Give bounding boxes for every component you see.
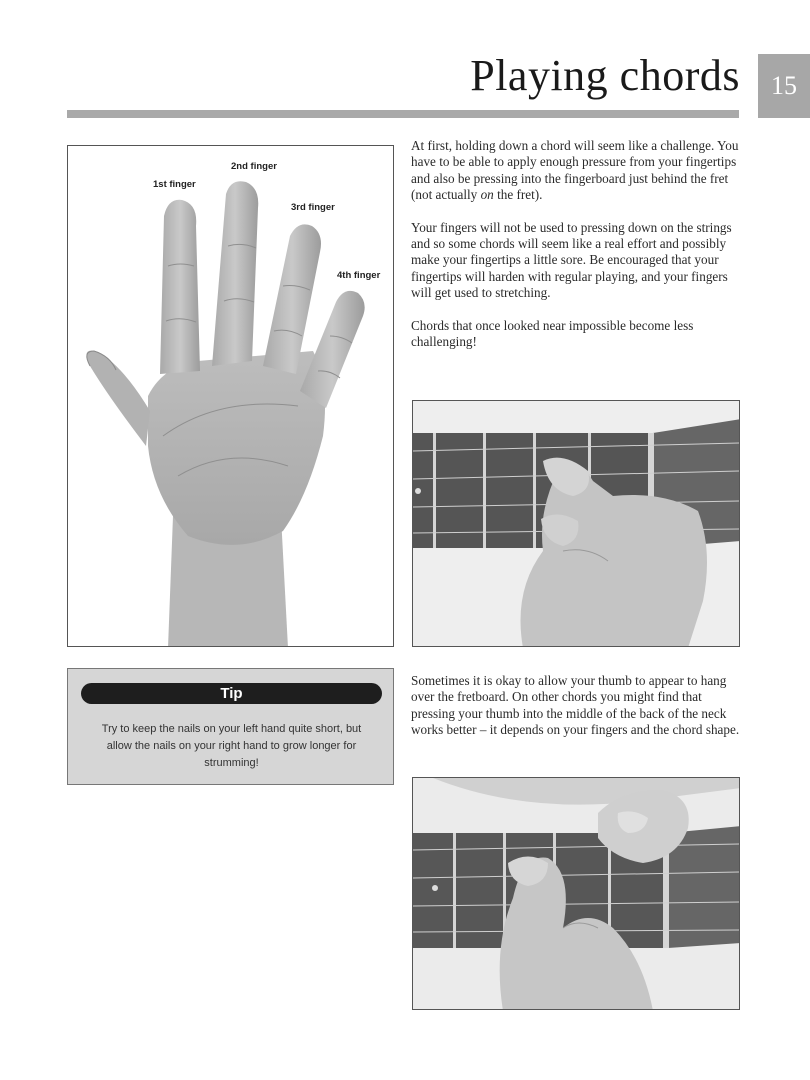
tip-text: Try to keep the nails on your left hand quite short, but allow the nails on your right hand to grow longer for strumming! bbox=[101, 723, 362, 769]
paragraph-4: Sometimes it is okay to allow your thumb to appear to hang over the fretboard. On other chords you might find that pressing your thumb into the middle of the back of the neck works better – it depends on your fingers and the chord shape. bbox=[411, 673, 740, 738]
paragraph-1-part-a: At first, holding down a chord will seem like a challenge. You have to be able to apply enough pressure from your fingertips and also be pressing into the fingerboard just behind the fret bbox=[411, 138, 739, 186]
paragraph-1 bbox=[411, 138, 741, 204]
chord-photo-1 bbox=[412, 400, 740, 647]
label-4th-finger: 4th finger bbox=[337, 270, 381, 281]
paragraph-3: Chords that once looked near impossible become less challenging! bbox=[411, 317, 694, 350]
chord-photo-2 bbox=[412, 777, 740, 1010]
page-number-tab bbox=[758, 54, 810, 118]
paragraph-2: Your fingers will not be used to pressing down on the strings and so some chords will seem like a real effort and possibly make your fingertips a little sore. Be encouraged that your fingertips will harden with regular playing, and your fingers will get used to stretching. bbox=[411, 219, 732, 301]
header-rule bbox=[67, 110, 739, 118]
paragraph-1-emphasis: on bbox=[480, 187, 494, 203]
label-1st-finger: 1st finger bbox=[153, 179, 196, 190]
paragraph-1-part-b: (not actually bbox=[411, 187, 481, 203]
tip-header bbox=[81, 683, 382, 704]
paragraph-1-part-c: the fret). bbox=[493, 187, 543, 203]
body-text-top bbox=[411, 138, 741, 366]
chord-photo-1-image bbox=[413, 401, 740, 647]
body-text-bottom bbox=[411, 673, 741, 755]
chord-photo-2-image bbox=[413, 778, 740, 1010]
tip-title: Tip bbox=[220, 685, 243, 702]
hand-figure bbox=[67, 145, 394, 647]
hand-illustration bbox=[68, 146, 394, 647]
label-2nd-finger: 2nd finger bbox=[231, 161, 277, 172]
page-number: 15 bbox=[771, 71, 797, 100]
page-title: Playing chords bbox=[470, 51, 740, 100]
label-3rd-finger: 3rd finger bbox=[291, 202, 335, 213]
tip-box bbox=[67, 668, 394, 785]
